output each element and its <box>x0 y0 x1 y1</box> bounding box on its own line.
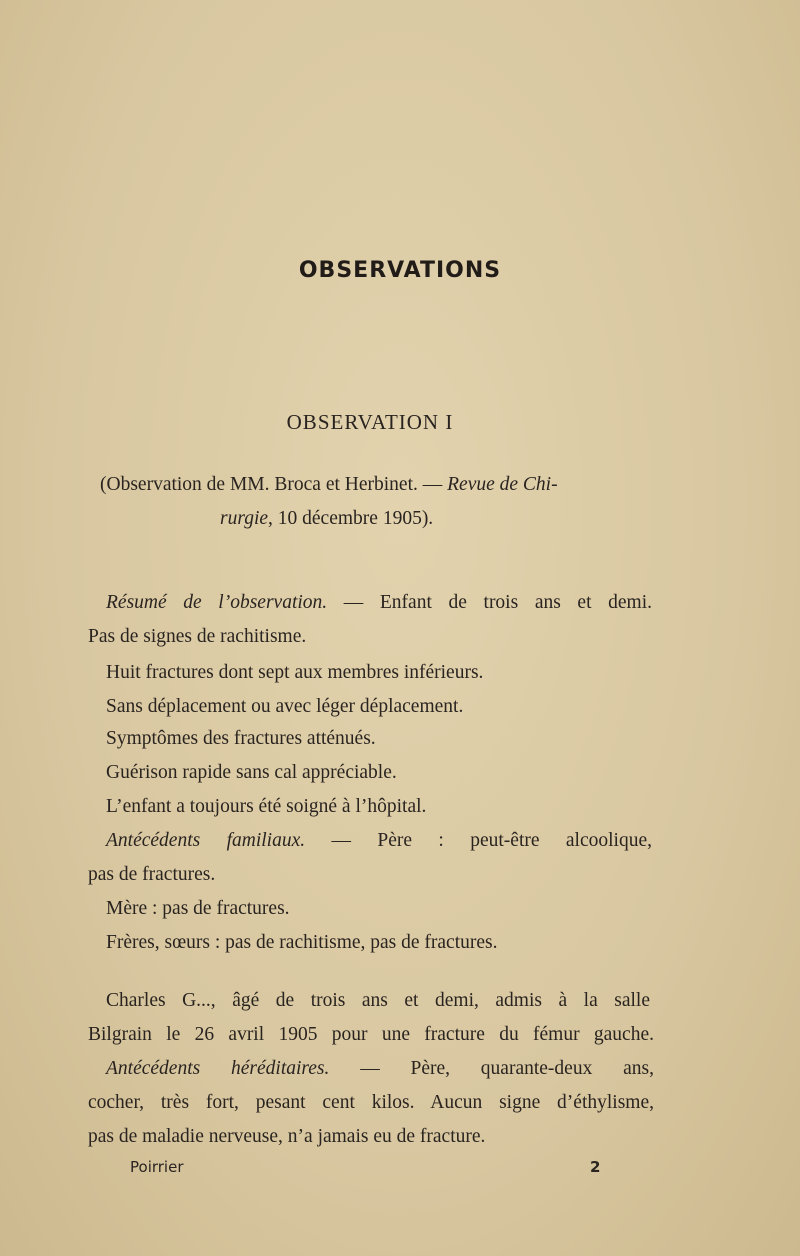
familiaux-line-2: pas de fractures. <box>88 864 216 885</box>
resume-line-7: L’enfant a toujours été soigné à l’hôpital. <box>106 796 427 817</box>
hereditaires-line-2: cocher, très fort, pesant cent kilos. Aucun signe d’éthylisme, <box>88 1092 654 1113</box>
hereditaires-label: Antécédents héréditaires. <box>106 1058 330 1079</box>
hereditaires-line-3: pas de maladie nerveuse, n’a jamais eu de fracture. <box>88 1126 486 1147</box>
resume-line-6: Guérison rapide sans cal appréciable. <box>106 762 397 783</box>
page-number: 2 <box>590 1158 601 1176</box>
source-line-2 <box>220 508 433 530</box>
familiaux-line-3: Mère : pas de fractures. <box>106 898 290 919</box>
source-line-1 <box>100 474 558 496</box>
resume-line-1 <box>106 592 652 614</box>
source-text: (Observation de MM. Broca et Herbinet. — <box>100 474 448 495</box>
resume-line-3: Huit fractures dont sept aux membres inférieurs. <box>106 662 484 683</box>
case-line-2: Bilgrain le 26 avril 1905 pour une fracture du fémur gauche. <box>88 1024 654 1045</box>
hereditaires-text: — Père, quarante-deux ans, <box>329 1058 654 1079</box>
resume-text: — Enfant de trois ans et demi. <box>327 592 652 613</box>
source-date: , 10 décembre 1905). <box>268 508 434 529</box>
footer-author: Poirrier <box>130 1158 184 1176</box>
familiaux-line-4: Frères, sœurs : pas de rachitisme, pas de fractures. <box>106 932 498 953</box>
familiaux-text: — Père : peut-être alcoolique, <box>305 830 652 851</box>
observation-title: OBSERVATION I <box>286 410 454 434</box>
resume-line-2: Pas de signes de rachitisme. <box>88 626 307 647</box>
resume-label: Résumé de l’observation. <box>106 592 328 613</box>
hereditaires-line-1 <box>106 1058 654 1080</box>
familiaux-line-1 <box>106 830 652 852</box>
familiaux-label: Antécédents familiaux. <box>106 830 306 851</box>
source-journal-end: rurgie <box>220 508 269 529</box>
resume-line-4: Sans déplacement ou avec léger déplacement. <box>106 696 464 717</box>
source-journal: Revue de Chi- <box>447 474 558 495</box>
case-line-1: Charles G..., âgé de trois ans et demi, admis à la salle <box>106 990 650 1011</box>
page-heading: OBSERVATIONS <box>298 258 502 283</box>
resume-line-5: Symptômes des fractures atténués. <box>106 728 376 749</box>
